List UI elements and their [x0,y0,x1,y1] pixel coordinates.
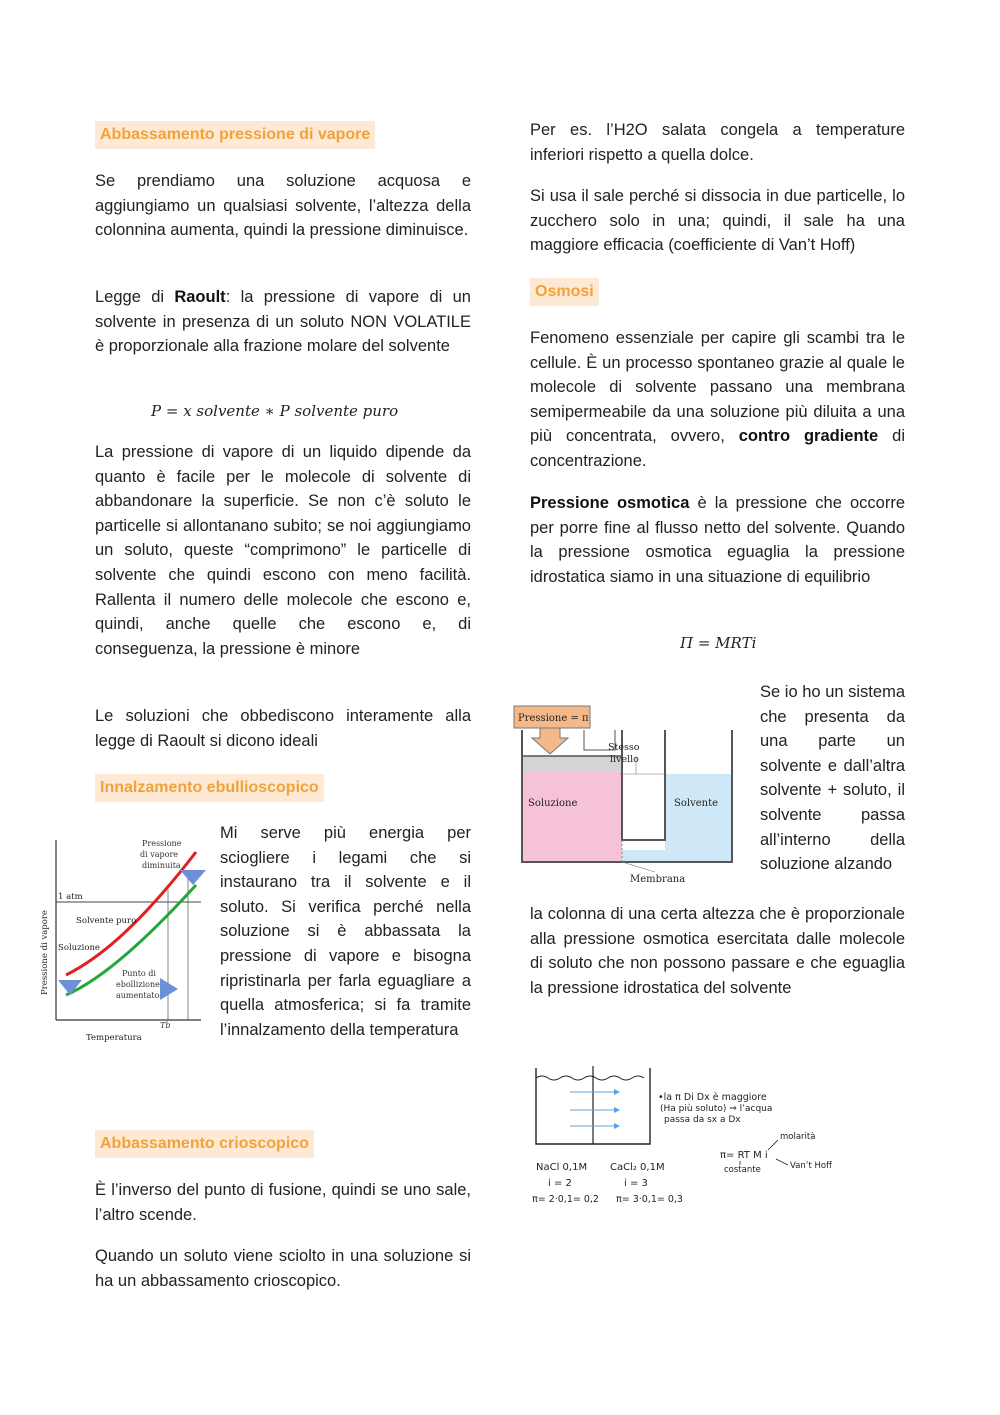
osmosis-membrana-label: Membrana [630,874,686,885]
graph-punto-line3: aumentato [116,991,160,1000]
vapor-pressure-graph [36,830,206,1050]
osmosis-stesso-label: Stesso [608,742,640,753]
paragraph-soluzione-acquosa: Se prendiamo una soluzione acquosa e aggiungiamo un qualsiasi solvente, l’altezza della colonnina aumenta, quindi la pressione diminuisce. [95,172,471,240]
note-molarita: molarità [780,1132,816,1142]
heading-osmosi: Osmosi [530,278,599,306]
graph-soluzione-label: Soluzione [58,943,100,953]
paragraph-fenomeno-osmosi: Fenomeno essenziale per capire gli scambi tra le cellule. È un processo spontaneo grazie al quale le molecole di solvente passano una membrana semipermeabile da una soluzione più diluita a una più concentrata, ovvero, contro gradiente di concentrazione. [530,329,905,470]
paragraph-legge-raoult: Legge di Raoult: la pressione di vapore di un solvente in presenza di un soluto NON VOLATILE è proporzionale alla frazione molare del solvente [95,288,471,356]
paragraph-soluzioni-ideali: Le soluzioni che obbediscono interamente alla legge di Raoult si dicono ideali [95,707,471,750]
graph-tb-label: Tb [160,1021,171,1030]
note-line1: •la π Di Dx è maggiore [658,1092,767,1103]
handwritten-osmosis-note [528,1062,848,1212]
graph-punto-line2: ebollizione [116,980,160,989]
graph-xlabel: Temperatura [86,1033,142,1043]
osmosis-soluzione-label: Soluzione [528,798,578,809]
osmosis-solvente-label: Solvente [674,798,719,809]
paragraph-inverso-fusione: È l’inverso del punto di fusione, quindi se uno sale, l’altro scende. [95,1181,471,1224]
note-formula: π= RT M i [720,1150,768,1161]
note-cacl: CaCl₂ 0,1M [610,1162,665,1173]
paragraph-sale-dissocia: Si usa il sale perché si dissocia in due particelle, lo zucchero solo in una; quindi, il sale ha una maggiore efficacia (coefficiente di Van’t Hoff) [530,187,905,255]
graph-atm-label: 1 atm [58,892,83,902]
paragraph-pressione-osmotica: Pressione osmotica è la pressione che occorre per porre fine al flusso netto del solvente. Quando la pressione osmotica eguaglia la pressione idrostatica siamo in una situazione di equilibrio [530,494,905,586]
heading-innalzamento-ebullioscopico: Innalzamento ebullioscopico [95,774,324,802]
paragraph-energia-legami: Mi serve più energia per sciogliere i legami che si instaurano tra il solvente e il soluto. Si verifica perché nella soluzione si è abbassata la pressione di vapore e bisogna ripristinarla per farla eguagliare a quella atmosferica; si fa tramite l’innalzamento della temperatura [220,824,471,1039]
heading-abbassamento-pressione: Abbassamento pressione di vapore [95,121,375,149]
note-nacl: NaCl 0,1M [536,1162,588,1173]
formula-raoult: P = x solvente ∗ P solvente puro [151,402,399,420]
graph-pressione-line3: diminuita [142,861,181,870]
note-pi2: π= 3·0,1= 0,3 [616,1194,683,1205]
paragraph-soluto-sciolto: Quando un soluto viene sciolto in una soluzione si ha un abbassamento crioscopico. [95,1247,471,1290]
heading-abbassamento-crioscopico: Abbassamento crioscopico [95,1130,314,1158]
note-pi1: π= 2·0,1= 0,2 [532,1194,599,1205]
note-i3: i = 3 [624,1178,648,1189]
formula-osmotica: Π = MRTi [680,634,757,652]
note-vanthoff: Van’t Hoff [790,1161,832,1171]
note-i2: i = 2 [548,1178,572,1189]
osmosis-diagram [510,690,750,890]
graph-ylabel: Pressione di vapore [40,910,50,995]
note-costante: costante [724,1165,761,1175]
graph-solvente-puro-label: Solvente puro [76,916,137,926]
paragraph-pressione-liquido: La pressione di vapore di un liquido dipende da quanto è facile per le molecole di solvente di abbandonare la superficie. Se non c’è soluto le particelle si allontanano subito; se noi aggiungiamo un soluto, queste “comprimono” le particelle di solvente che quindi escono con meno facilità. Rallenta il numero delle molecole che escono e, quindi, anche quelle che escono e, di conseguenza, la pressione è minore [95,443,471,658]
paragraph-colonna-altezza: la colonna di una certa altezza che è proporzionale alla pressione osmotica esercitata dalle molecole di soluto che non possono passare e che eguaglia la pressione idrostatica del solvente [530,905,905,997]
paragraph-sistema-solvente: Se io ho un sistema che presenta da una parte un solvente e dall’altra solvente + soluto, il solvente passa all’interno della soluzione alzando [760,683,905,874]
graph-pressione-line1: Pressione [142,839,182,848]
paragraph-acqua-salata: Per es. l’H2O salata congela a temperature inferiori rispetto a quella dolce. [530,121,905,164]
note-line2: (Ha più soluto) ⇒ l’acqua [660,1104,773,1114]
graph-punto-line1: Punto di [122,969,156,978]
osmosis-livello-label: livello [610,754,639,765]
note-line3: passa da sx a Dx [664,1115,741,1125]
osmosis-pressione-label: Pressione = π [518,713,589,724]
graph-pressione-line2: di vapore [140,850,179,859]
